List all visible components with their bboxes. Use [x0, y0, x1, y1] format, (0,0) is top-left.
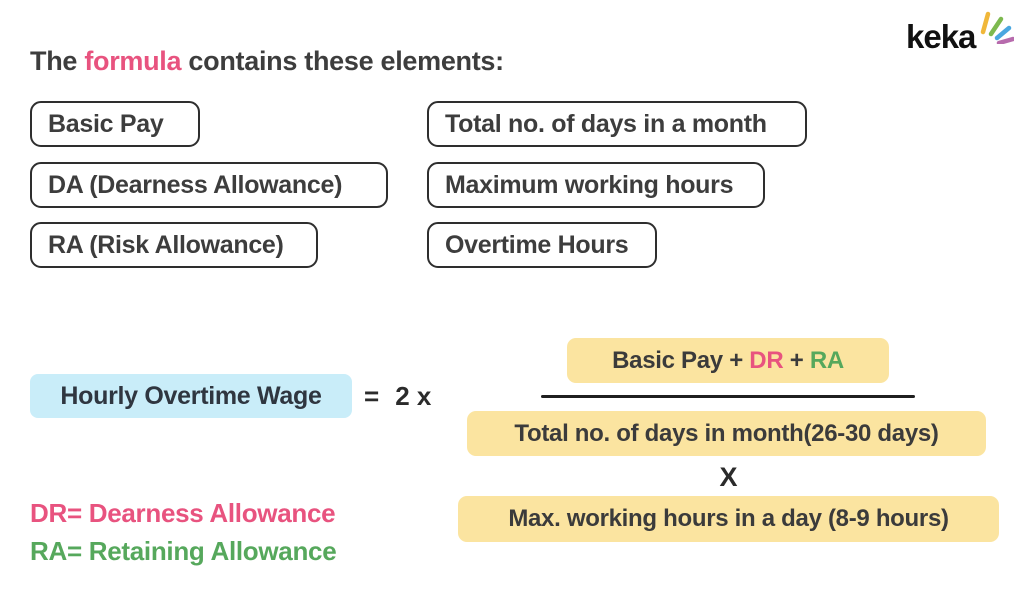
title-highlight: formula [84, 46, 182, 76]
fraction-bar [541, 395, 915, 398]
title-suffix: contains these elements: [181, 46, 504, 76]
keka-logo [906, 8, 1006, 56]
spark-icon [972, 6, 1014, 44]
element-box-da: DA (Dearness Allowance) [30, 162, 388, 208]
title-prefix: The [30, 46, 85, 76]
element-box-overtime-hours: Overtime Hours [427, 222, 657, 268]
legend-ra: RA= Retaining Allowance [30, 536, 337, 566]
multiplication-x: X [719, 461, 738, 492]
element-box-basic-pay: Basic Pay [30, 101, 200, 147]
legend-dr: DR= Dearness Allowance [30, 498, 336, 528]
element-box-total-days: Total no. of days in a month [427, 101, 807, 147]
formula-equals-group [364, 374, 431, 418]
numerator-plus: + [783, 346, 810, 374]
numerator-basic-pay: Basic Pay + [612, 346, 750, 374]
numerator-dr: DR [749, 346, 784, 374]
formula-denominator-hours: Max. working hours in a day (8-9 hours) [458, 496, 999, 542]
numerator-ra: RA [809, 346, 844, 374]
equals-sign: = [364, 380, 380, 411]
element-box-max-hours: Maximum working hours [427, 162, 765, 208]
formula-numerator [567, 338, 889, 383]
formula-denominator-days: Total no. of days in month(26-30 days) [467, 411, 986, 456]
element-box-ra: RA (Risk Allowance) [30, 222, 318, 268]
formula-lhs: Hourly Overtime Wage [30, 374, 352, 418]
page-title [30, 46, 504, 77]
keka-wordmark: keka [906, 18, 976, 55]
multiplier: 2 x [395, 380, 432, 411]
